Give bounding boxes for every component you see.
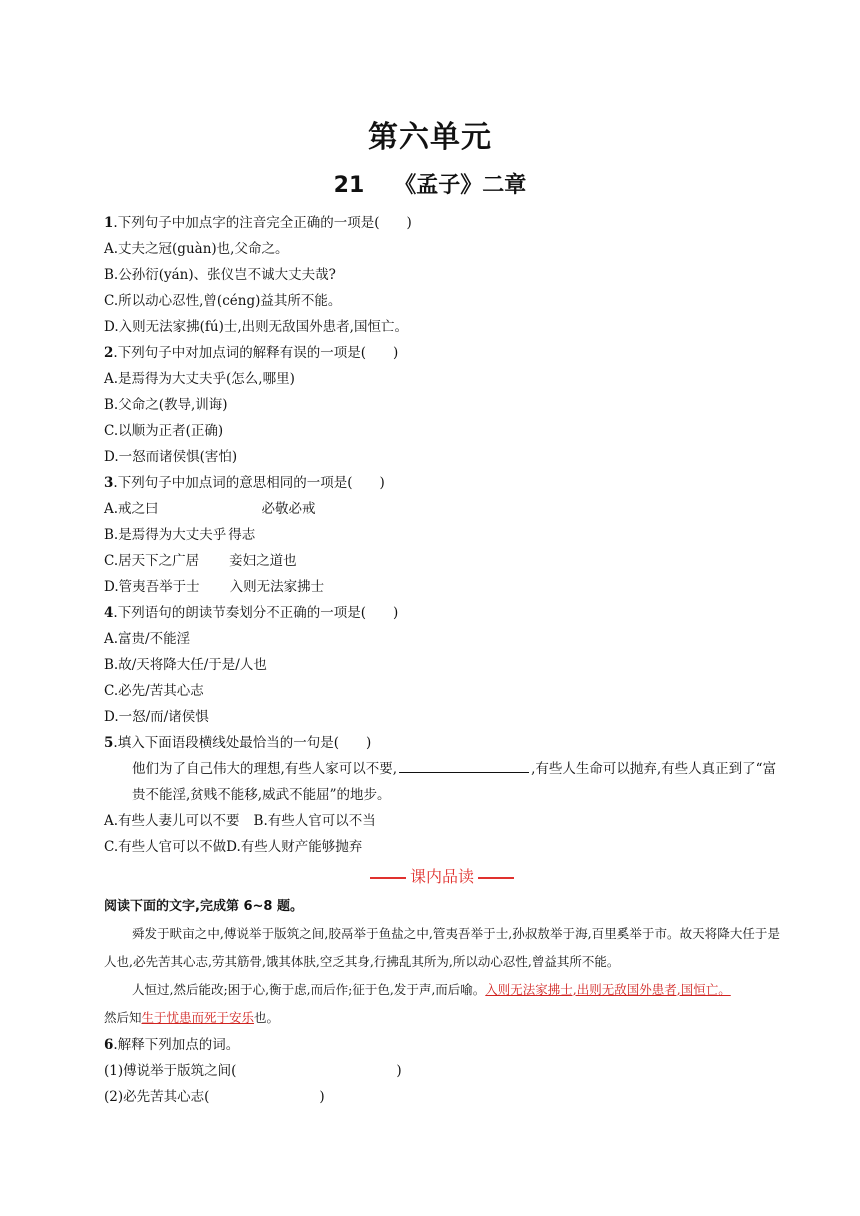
question-3-option-a: A.戒之曰 必敬必戒 (104, 501, 316, 517)
question-1-option-b: B.公孙衍(yán)、张仪岂不诚大丈夫哉? (104, 267, 336, 283)
question-5-options-row-2: C.有些人官可以不做D.有些人财产能够抛弃 (104, 839, 363, 855)
question-number: 5 (104, 735, 114, 751)
question-2-option-c: C.以顺为正者(正确) (104, 423, 224, 439)
passage-paragraph-2: 人恒过,然后能改;困于心,衡于虑,而后作;征于色,发于声,而后喻。入则无法家拂士,出则无敌国外患者,国恒亡。 (132, 982, 731, 997)
question-2-option-d: D.一怒而诸侯惧(害怕) (104, 449, 238, 465)
lesson-title (0, 168, 860, 199)
question-6-item-1: (1)傅说举于版筑之间( ) (104, 1063, 402, 1079)
question-6-stem: 6.解释下列加点的词。 (104, 1037, 240, 1053)
question-3-stem: 3.下列句子中加点词的意思相同的一项是( ) (104, 475, 385, 491)
question-1-option-d: D.入则无法家拂(fú)士,出则无敌国外患者,国恒亡。 (104, 319, 408, 335)
underlined-phrase: 生于忧患而死于安乐 (141, 1010, 255, 1025)
reading-passage (104, 920, 780, 1032)
question-5-options-row-1: A.有些人妻儿可以不要 B.有些人官可以不当 (104, 813, 376, 829)
fill-in-blank[interactable] (399, 756, 529, 773)
question-number: 4 (104, 605, 114, 621)
question-4-stem: 4.下列语句的朗读节奏划分不正确的一项是( ) (104, 605, 399, 621)
question-5-passage: 他们为了自己伟大的理想,有些人家可以不要, ,有些人生命可以抛弃,有些人真正到了“富贵不能淫,贫贱不能移,威武不能屈”的地步。 (104, 756, 780, 808)
divider (478, 877, 514, 879)
question-number: 2 (104, 345, 114, 361)
reading-instructions: 阅读下面的文字,完成第 6~8 题。 (104, 899, 303, 914)
question-1-stem: 1.下列句子中加点字的注音完全正确的一项是( ) (104, 215, 412, 231)
question-3-option-b: B.是焉得为大丈夫乎 得志 (104, 527, 256, 543)
question-4-option-d: D.一怒/而/诸侯惧 (104, 709, 209, 725)
question-4-option-c: C.必先/苦其心志 (104, 683, 204, 699)
question-3-option-c: C.居天下之广居 妾妇之道也 (104, 553, 297, 569)
question-2-option-b: B.父命之(教导,训诲) (104, 397, 228, 413)
exercise-content (104, 210, 780, 1110)
underlined-sentence: 入则无法家拂士,出则无敌国外患者,国恒亡。 (485, 982, 731, 997)
question-1-option-c: C.所以动心忍性,曾(céng)益其所不能。 (104, 293, 342, 309)
passage-paragraph-2-end: 然后知生于忧患而死于安乐也。 (104, 1010, 280, 1025)
lesson-number: 21 (333, 173, 365, 198)
question-number: 3 (104, 475, 114, 491)
lesson-name: 《孟子》二章 (394, 173, 527, 198)
question-4-option-b: B.故/天将降大任/于是/人也 (104, 657, 267, 673)
section-header: 课内品读 (104, 862, 780, 892)
question-4-option-a: A.富贵/不能淫 (104, 631, 191, 647)
question-2-stem: 2.下列句子中对加点词的解释有误的一项是( ) (104, 345, 399, 361)
question-number: 1 (104, 215, 114, 231)
question-1-option-a: A.丈夫之冠(guàn)也,父命之。 (104, 241, 289, 257)
question-3-option-d: D.管夷吾举于士 入则无法家拂士 (104, 579, 325, 595)
question-6-item-2: (2)必先苦其心志( ) (104, 1089, 325, 1105)
question-2-option-a: A.是焉得为大丈夫乎(怎么,哪里) (104, 371, 295, 387)
question-5-stem: 5.填入下面语段横线处最恰当的一句是( ) (104, 735, 372, 751)
passage-paragraph-1: 舜发于畎亩之中,傅说举于版筑之间,胶鬲举于鱼盐之中,管夷吾举于士,孙叔敖举于海,百里奚举于市。故天将降大任于是人也,必先苦其心志,劳其筋骨,饿其体肤,空乏其身,行拂乱其所为,所以动心忍性,曾益其所不能。 (104, 926, 780, 969)
divider (370, 877, 406, 879)
unit-title: 第六单元 (368, 120, 492, 155)
question-number: 6 (104, 1037, 114, 1053)
